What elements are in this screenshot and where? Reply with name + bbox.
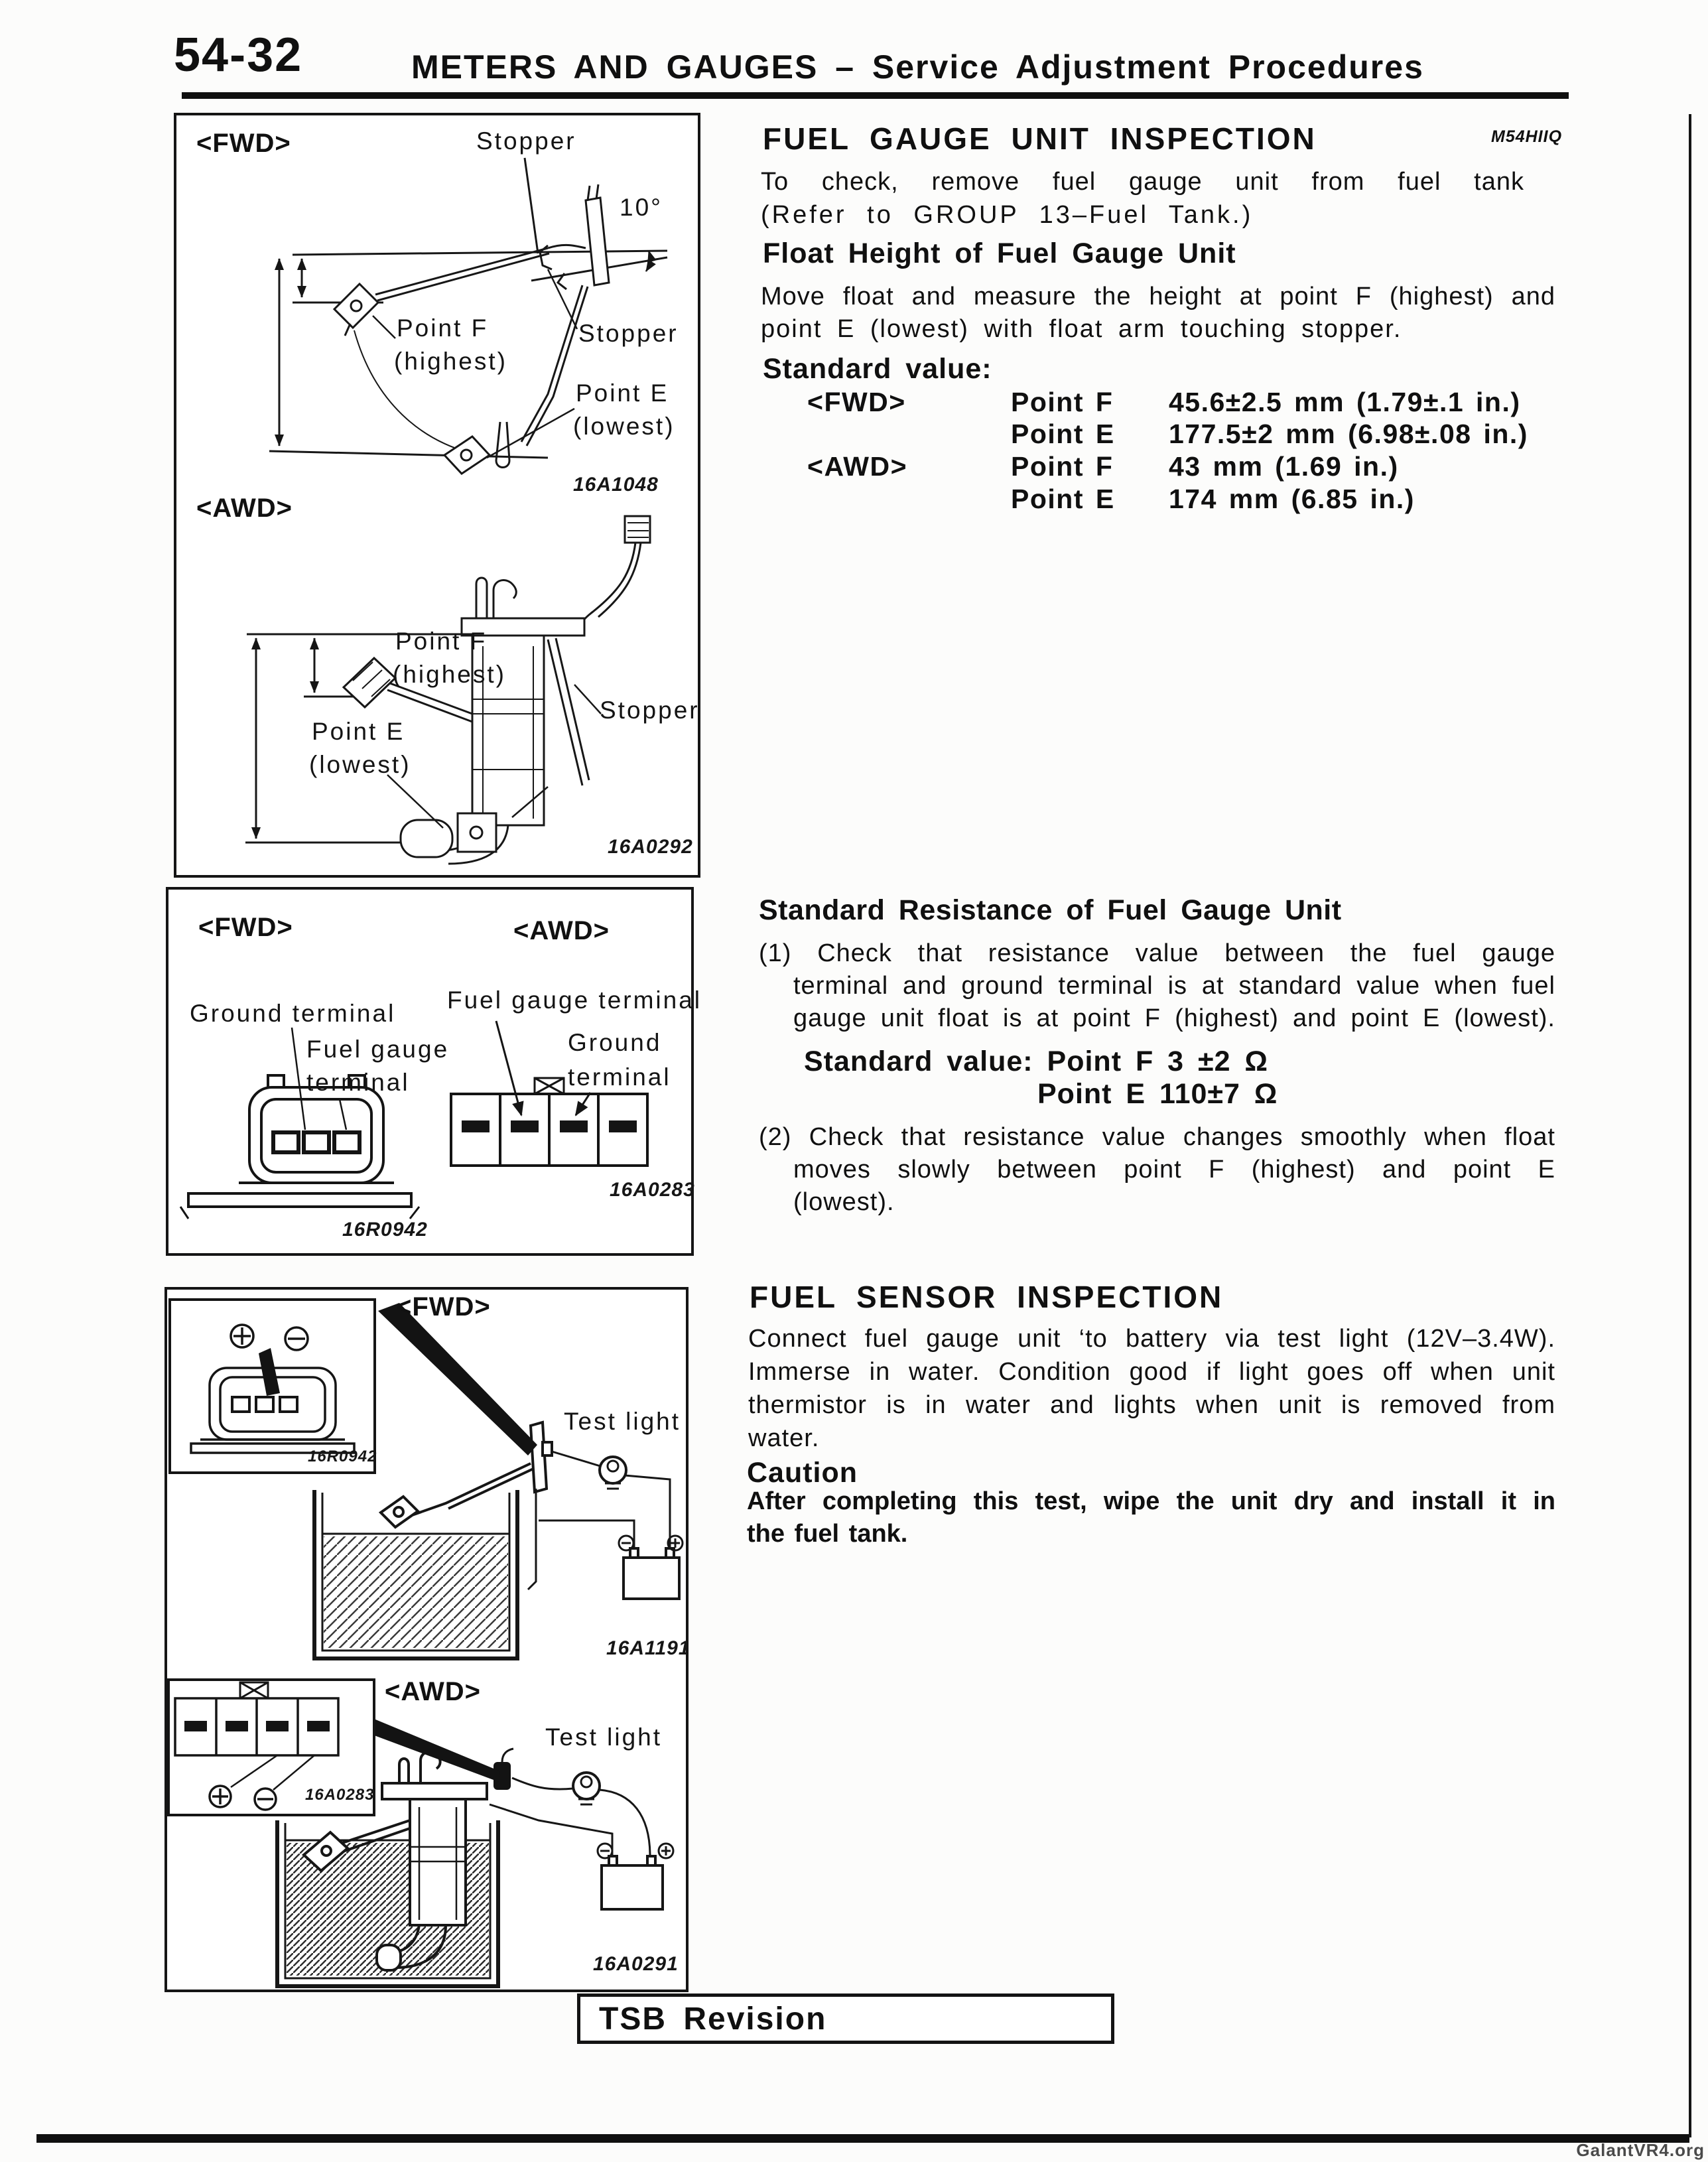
- fig3-awd-code: 16A0291: [593, 1953, 679, 1975]
- fig1-point-e-sub: (lowest): [573, 413, 675, 440]
- resistance-standard-value-1: Standard value: Point F 3 ±2 Ω: [804, 1046, 1268, 1077]
- intro-line-2: (Refer to GROUP 13–Fuel Tank.): [761, 201, 1254, 229]
- thermistor-rod: [528, 1489, 536, 1589]
- variant-cell: <AWD>: [807, 451, 908, 482]
- figure-float-height: [174, 113, 700, 878]
- float-height-line-2: point E (lowest) with float arm touching stopper.: [761, 315, 1402, 343]
- value-cell: 45.6±2.5 mm (1.79±.1 in.): [1169, 387, 1521, 417]
- sensor-line-1: Connect fuel gauge unit ‘to battery via test light (12V–3.4W).: [748, 1325, 1555, 1353]
- fig2-awd-ground-label-1: Ground: [568, 1029, 662, 1056]
- fig2-fwd-fuel-label-1: Fuel gauge: [306, 1036, 450, 1063]
- point-cell: Point E: [1011, 419, 1115, 449]
- fig2-awd-fuel-label: Fuel gauge terminal: [447, 986, 702, 1014]
- unit-flange-awd: [382, 1783, 487, 1799]
- fwd-connector-base: [188, 1193, 411, 1207]
- fig2-awd-ground-label-2: terminal: [568, 1063, 671, 1091]
- fig3-fwd-variant: <FWD>: [396, 1292, 491, 1321]
- flange-plate: [586, 198, 609, 285]
- standard-value-row: [744, 387, 1557, 419]
- fig1-awd-stopper-label: Stopper: [600, 697, 700, 724]
- figure-terminals: [166, 887, 702, 1256]
- watermark: GalantVR4.org: [1576, 2140, 1705, 2160]
- fig2-fwd-code: 16R0942: [342, 1219, 428, 1241]
- fig2-fwd-fuel-label-2: terminal: [306, 1069, 410, 1096]
- fig1-awd-variant: <AWD>: [196, 494, 293, 523]
- value-cell: 43 mm (1.69 in.): [1169, 451, 1399, 482]
- point-cell: Point F: [1011, 451, 1114, 482]
- variant-cell: <FWD>: [807, 387, 906, 417]
- fig1-awd-point-e-sub: (lowest): [309, 751, 411, 778]
- stopper-leader: [525, 158, 538, 253]
- fig2-fwd-ground-label: Ground terminal: [190, 1000, 396, 1027]
- resistance-item2-line-3: (lowest).: [793, 1188, 895, 1216]
- float-highest: [334, 284, 378, 328]
- callout-beam-awd: [371, 1718, 500, 1782]
- fig1-awd-point-e-label: Point E: [312, 718, 405, 745]
- resistance-item1-line-1: (1) Check that resistance value between the fuel gauge: [759, 939, 1555, 967]
- fig1-awd-point-f-sub: (highest): [393, 661, 506, 688]
- intro-line-1: To check, remove fuel gauge unit from fuel tank: [761, 168, 1524, 196]
- float-height-line-1: Move float and measure the height at point F (highest) and: [761, 283, 1555, 310]
- caution-line-2: the fuel tank.: [747, 1520, 908, 1548]
- harness-connector: [625, 516, 650, 543]
- section-title-resistance: Standard Resistance of Fuel Gauge Unit: [759, 894, 1342, 926]
- float-lowest-awd: [401, 820, 452, 857]
- tsb-revision-box: [577, 1993, 1114, 2044]
- tsb-revision-label: TSB Revision: [599, 2001, 827, 2037]
- float-fwd: [381, 1497, 418, 1527]
- section-title-sensor: FUEL SENSOR INSPECTION: [750, 1280, 1224, 1314]
- fig2-awd-variant: <AWD>: [513, 916, 610, 945]
- fig3-awd-variant: <AWD>: [385, 1677, 482, 1706]
- sensor-line-4: water.: [748, 1424, 820, 1452]
- fig2-fwd-variant: <FWD>: [198, 913, 293, 942]
- standard-value-row: [744, 451, 1557, 483]
- resistance-item2-line-2: moves slowly between point F (highest) and point E: [793, 1156, 1555, 1183]
- fig3-fwd-test-light-label: Test light: [564, 1408, 681, 1435]
- fig1-fwd-variant: <FWD>: [196, 129, 291, 158]
- resistance-standard-value-2: Point E 110±7 Ω: [1037, 1078, 1278, 1110]
- standard-value-label: Standard value:: [763, 353, 992, 385]
- battery-awd: [602, 1865, 663, 1909]
- value-cell: 177.5±2 mm (6.98±.08 in.): [1169, 419, 1528, 449]
- fig1-stopper-top-label: Stopper: [476, 127, 576, 155]
- caution-line-1: After completing this test, wipe the unit dry and install it in: [747, 1487, 1555, 1515]
- fig1-point-f-sub: (highest): [394, 348, 507, 375]
- fig2-awd-code: 16A0283: [610, 1179, 695, 1201]
- fig3-fwd-code: 16A1191: [606, 1637, 690, 1659]
- water-fwd: [324, 1536, 508, 1648]
- fig1-angle-label: 10°: [620, 194, 663, 221]
- caution-label: Caution: [747, 1457, 858, 1489]
- bottom-rule: [36, 2134, 1689, 2143]
- unit-flange-fwd: [531, 1422, 547, 1492]
- figure-sensor-test: [164, 1287, 689, 1992]
- fig3-awd-inset-code: 16A0283: [305, 1786, 375, 1804]
- point-cell: Point F: [1011, 387, 1114, 417]
- callout-beam-fwd: [378, 1303, 537, 1455]
- sensor-line-3: thermistor is in water and lights when unit is removed from: [748, 1391, 1555, 1419]
- fig1-fwd-code: 16A1048: [573, 474, 659, 496]
- fig1-awd-point-f-label: Point F: [395, 628, 488, 655]
- value-cell: 174 mm (6.85 in.): [1169, 484, 1415, 514]
- fig1-point-f-label: Point F: [397, 314, 489, 342]
- page-number: 54-32: [174, 29, 303, 82]
- battery-fwd: [624, 1558, 679, 1599]
- float-height-heading: Float Height of Fuel Gauge Unit: [763, 237, 1236, 269]
- resistance-item2-line-1: (2) Check that resistance value changes smoothly when float: [759, 1123, 1555, 1151]
- harness-cable: [583, 543, 635, 621]
- fig3-awd-test-light-label: Test light: [545, 1723, 663, 1751]
- standard-value-row: [744, 484, 1557, 515]
- fig1-point-e-label: Point E: [576, 379, 669, 407]
- standard-value-row: [744, 419, 1557, 450]
- section-ref-code: M54HIIQ: [1491, 127, 1563, 146]
- page-title: METERS AND GAUGES – Service Adjustment Procedures: [411, 48, 1424, 86]
- fig1-stopper-side-label: Stopper: [578, 320, 679, 347]
- sensor-line-2: Immerse in water. Condition good if light goes off when unit: [748, 1358, 1555, 1386]
- header-rule: [182, 92, 1569, 99]
- fig1-awd-code: 16A0292: [608, 836, 693, 858]
- float-lowest: [444, 437, 490, 474]
- resistance-item1-line-2: terminal and ground terminal is at standard value when fuel: [793, 972, 1555, 1000]
- resistance-item1-line-3: gauge unit float is at point F (highest) and point E (lowest).: [793, 1004, 1555, 1032]
- fig3-fwd-inset-code: 16R0942: [308, 1448, 377, 1465]
- point-cell: Point E: [1011, 484, 1115, 514]
- page-edge-line: [1689, 114, 1691, 2137]
- section-title-inspection: FUEL GAUGE UNIT INSPECTION: [763, 121, 1317, 156]
